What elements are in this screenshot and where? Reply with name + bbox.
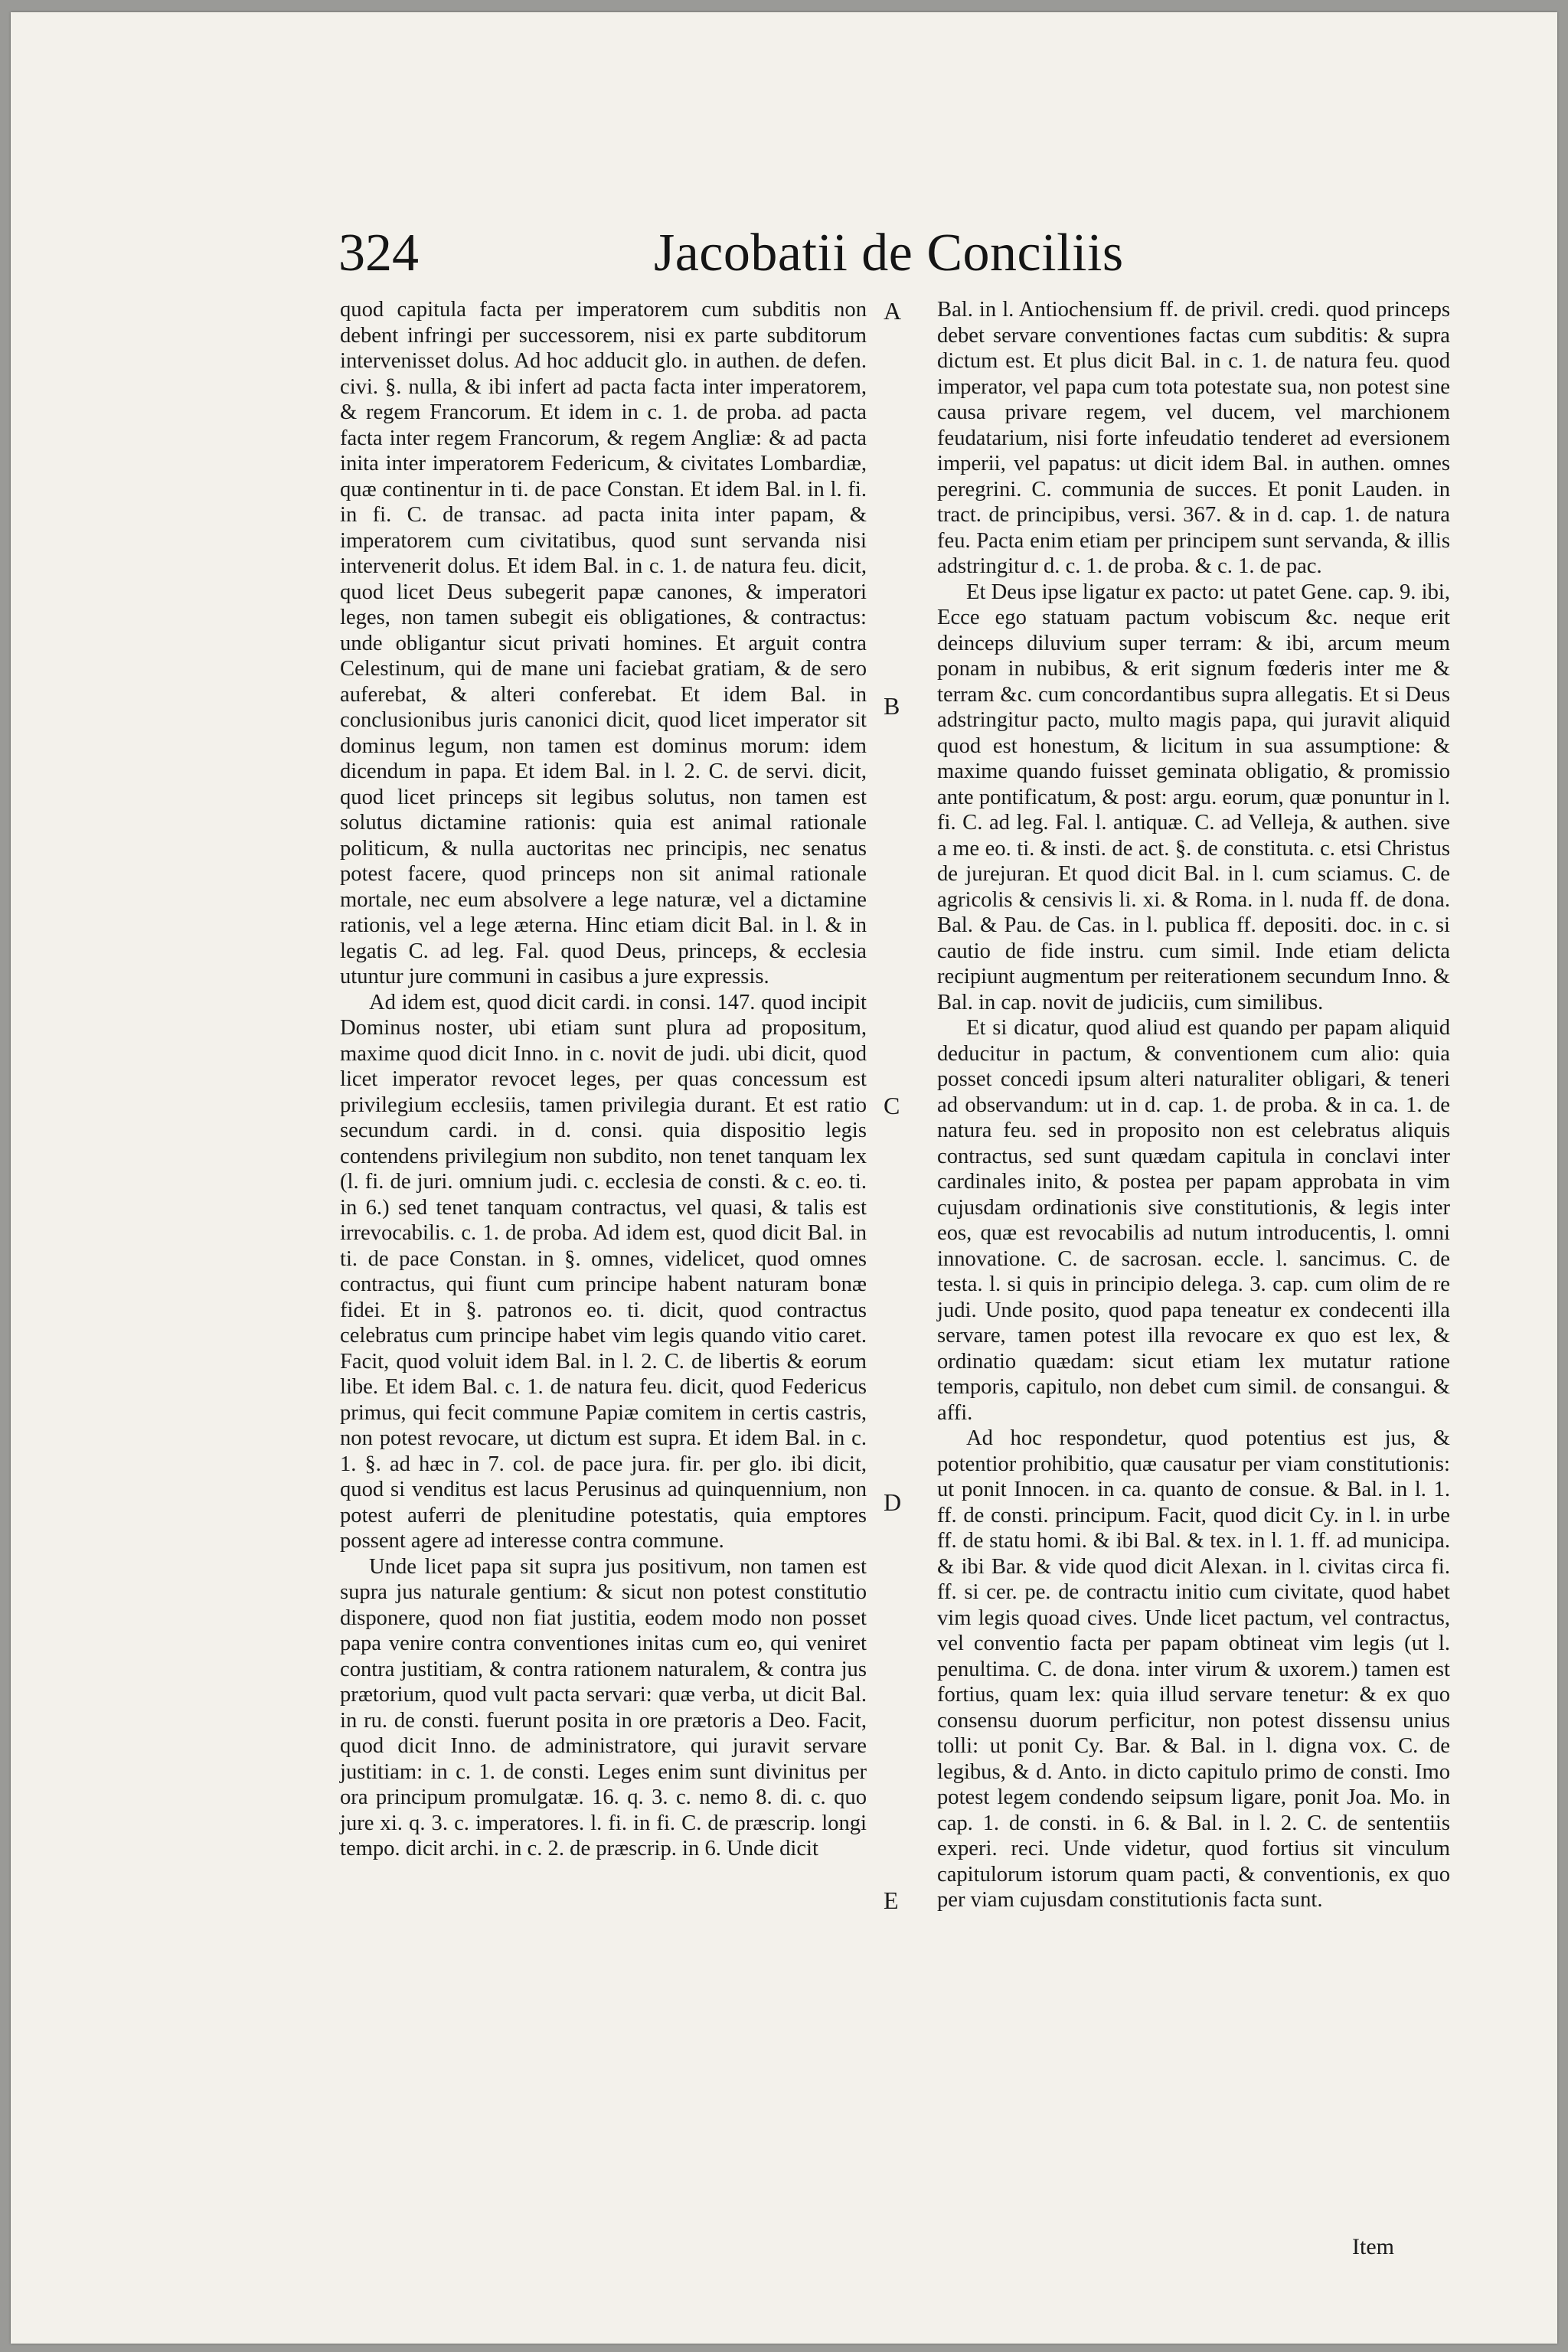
left-column xyxy=(340,297,867,1862)
running-title: Jacobatii de Conciliis xyxy=(654,224,1124,283)
margin-letter-d: D xyxy=(884,1488,902,1516)
book-page xyxy=(11,12,1557,2344)
paragraph: Unde licet papa sit supra jus positivum, non tamen est supra jus naturale gentium: & sicut non potest constitutio disponere, quod non fiat justitia, eodem modo non posset papa venire contra conventiones initas cum eo, qui veniret contra justitiam, & contra rationem naturalem, & contra jus prætorium, quod vult pacta servari: quæ verba, ut dicit Bal. in ru. de consti. fuerunt posita in ore prætoris a Deo. Facit, quod dicit Inno. de administratore, qui juravit servare justitiam: in c. 1. de consti. Leges enim sunt divinitus per ora principum promulgatæ. 16. q. 3. c. nemo 8. di. c. quo jure xi. q. 3. c. imperatores. l. fi. in fi. C. de præscrip. longi tempo. dicit archi. in c. 2. de præscrip. in 6. Unde dicit xyxy=(340,1554,867,1860)
margin-letter-e: E xyxy=(884,1886,899,1914)
paragraph: Ad hoc respondetur, quod potentius est jus, & potentior prohibitio, quæ causatur per viam constitutionis: ut ponit Innocen. in ca. quanto de consue. & Bal. in l. 1. ff. de consti. principum. Facit, quod dicit Cy. in l. in urbe ff. de statu homi. & ibi Bal. & tex. in l. 1. ff. ad municipa. & ibi Bar. & vide quod dicit Alexan. in l. civitas circa fi. ff. si cer. pe. de contractu initio cum civitate, quod habet vim legis quoad cives. Unde licet pactum, vel contractus, vel conventio facta per papam obtineat vim legis (ut l. penultima. C. de dona. inter virum & uxorem.) tamen est fortius, quam lex: quia illud servare tenetur: & ex quo consensu duorum perficitur, non potest dissensu unius tolli: ut ponit Cy. Bar. & Bal. in l. digna vox. C. de legibus, & d. Anto. in dicto capitulo primo de consti. Imo potest legem condendo seipsum ligare, ponit Joa. Mo. in cap. 1. de consti. in 6. & Bal. in l. 2. C. de sententiis experi. reci. Unde videtur, quod fortius sit vinculum capitulorum istorum quam pacti, & conventionis, ex quo per viam cujusdam constitutionis facta sunt. xyxy=(937,1426,1450,1912)
right-column xyxy=(937,297,1450,1913)
paragraph: Et si dicatur, quod aliud est quando per papam aliquid deducitur in pactum, & conventionem cum alio: quia posset concedi ipsum alteri naturaliter obligari, & teneri ad observandum: ut in d. cap. 1. de proba. & in ca. 1. de natura feu. sed in proposito non est celebratus aliquis contractus, sed sunt quædam capitula in conclavi inter cardinales inito, & postea per papam approbata in vim cujusdam ordinationis sive constitutionis, & legis inter eos, quæ est revocabilis ad nutum introducentis, l. omni innovatione. C. de sacrosan. eccle. l. sancimus. C. de testa. l. si quis in principio delega. 3. cap. cum olim de re judi. Unde posito, quod papa teneatur ex condecenti illa servare, tamen potest illa revocare ex quo est lex, & ordinatio quædam: sicut etiam lex mutatur ratione temporis, capitulo, non debet cum simil. de consangui. & affi. xyxy=(937,1016,1450,1425)
margin-letter-a: A xyxy=(884,297,902,325)
margin-letter-b: B xyxy=(884,692,900,720)
margin-letter-c: C xyxy=(884,1092,900,1119)
page-number: 324 xyxy=(338,224,419,283)
paragraph: Bal. in l. Antiochensium ff. de privil. credi. quod princeps debet servare conventiones factas cum subditis: & supra dictum est. Et plus dicit Bal. in c. 1. de natura feu. quod imperator, vel papa cum tota potestate sua, non potest sine causa privare regem, vel ducem, vel marchionem feudatarium, nisi forte infeudatio tenderet ad eversionem imperii, vel papatus: ut dicit idem Bal. in authen. omnes peregrini. C. communia de succes. Et ponit Lauden. in tract. de principibus, versi. 367. & in d. cap. 1. de natura feu. Pacta enim etiam per principem sunt servanda, & illis adstringitur d. c. 1. de proba. & c. 1. de pac. xyxy=(937,298,1450,578)
margin-reference-letters xyxy=(884,12,914,2309)
paragraph: quod capitula facta per imperatorem cum subditis non debent infringi per successorem, nisi ex parte subditorum intervenisset dolus. Ad hoc adducit glo. in authen. de defen. civi. §. nulla, & ibi infert ad pacta facta inter imperatorem, & regem Francorum. Et idem in c. 1. de proba. ad pacta facta inter regem Francorum, & regem Angliæ: & ad pacta inita inter imperatorem Federicum, & civitates Lombardiæ, quæ continentur in ti. de pace Constan. Et idem Bal. in l. fi. in fi. C. de transac. ad pacta inita inter papam, & imperatorem cum civitatibus, quod sunt servanda nisi intervenerit dolus. Et idem Bal. in c. 1. de natura feu. dicit, quod licet Deus subegerit papæ canones, & imperatori leges, non tamen subegit eis obligationes, & contractus: unde obligantur sicut privati homines. Et arguit contra Celestinum, qui de mane uni faciebat gratiam, & de sero auferebat, & alteri conferebat. Et idem Bal. in conclusionibus juris canonici dicit, quod licet imperator sit dominus legum, non tamen est dominus morum: idem dicendum in papa. Et idem Bal. in l. 2. C. de servi. dicit, quod licet princeps sit legibus solutus, non tamen est solutus dictamine rationis: quia est animal rationale politicum, & nulla auctoritas nec principis, nec senatus potest facere, quod princeps non sit animal rationale mortale, nec eum absolvere a lege naturæ, vel a dictamine rationis, vel a lege æterna. Hinc etiam dicit Bal. in l. & in legatis C. ad leg. Fal. quod Deus, princeps, & ecclesia utuntur jure communi in casibus a jure expressis. xyxy=(340,298,867,988)
paragraph: Et Deus ipse ligatur ex pacto: ut patet Gene. cap. 9. ibi, Ecce ego statuam pactum vobiscum &c. neque erit deinceps diluvium super terram: & ibi, arcum meum ponam in nubibus, & erit signum fœderis inter me & terram &c. cum concordantibus supra allegatis. Et si Deus adstringitur pacto, multo magis papa, qui juravit aliquid quod est honestum, & licitum in sua assumptione: & maxime quando fuisset geminata obligatio, & promissio ante pontificatum, & post: argu. eorum, quæ ponuntur in l. fi. C. ad leg. Fal. l. antiquæ. C. ad Velleja, & authen. sive a me eo. ti. & insti. de act. §. de constituta. c. etsi Christus de jurejuran. Et quod dicit Bal. in l. cum sciamus. C. de agricolis & censivis li. xi. & Roma. in l. nuda ff. de dona. Bal. & Pau. de Cas. in l. publica ff. depositi. doc. in c. si cautio de fide instru. cum simil. Inde etiam delicta recipiunt augmentum per reiterationem secundum Inno. & Bal. in cap. novit de judiciis, cum similibus. xyxy=(937,580,1450,1014)
page-header xyxy=(11,223,1557,292)
paragraph: Ad idem est, quod dicit cardi. in consi. 147. quod incipit Dominus noster, ubi etiam sunt plura ad propositum, maxime quod dicit Inno. in c. novit de judi. ubi dicit, quod licet imperator revocet leges, per quas concessum est privilegium ecclesiis, tamen privilegia durant. Et est ratio secundum cardi. in d. consi. quia dispositio legis contendens privilegium non subdito, non tenet tanquam lex (l. fi. de juri. omnium judi. c. ecclesia de consti. & c. eo. ti. in 6.) sed tenet tanquam contractus, vel quasi, & talis est irrevocabilis. c. 1. de proba. Ad idem est, quod dicit Bal. in ti. de pace Constan. in §. omnes, videlicet, quod omnes contractus, qui fiunt cum principe habent naturam bonæ fidei. Et in §. patronos eo. ti. dicit, quod contractus celebratus cum principe habet vim legis quando vitio caret. Facit, quod voluit idem Bal. in l. 2. C. de libertis & eorum libe. Et idem Bal. c. 1. de natura feu. dicit, quod Federicus primus, qui fecit commune Papiæ comitem in certis castris, non potest revocare, ut dictum est supra. Et idem Bal. in c. 1. §. ad hæc in 7. col. de pace jura. fir. per glo. ibi dicit, quod si venditus est lacus Perusinus ad quinquennium, non potest auferri de plenitudine potestatis, quia emptores possent agere ad interesse contra commune. xyxy=(340,990,867,1553)
catchword: Item xyxy=(1352,2234,1394,2259)
